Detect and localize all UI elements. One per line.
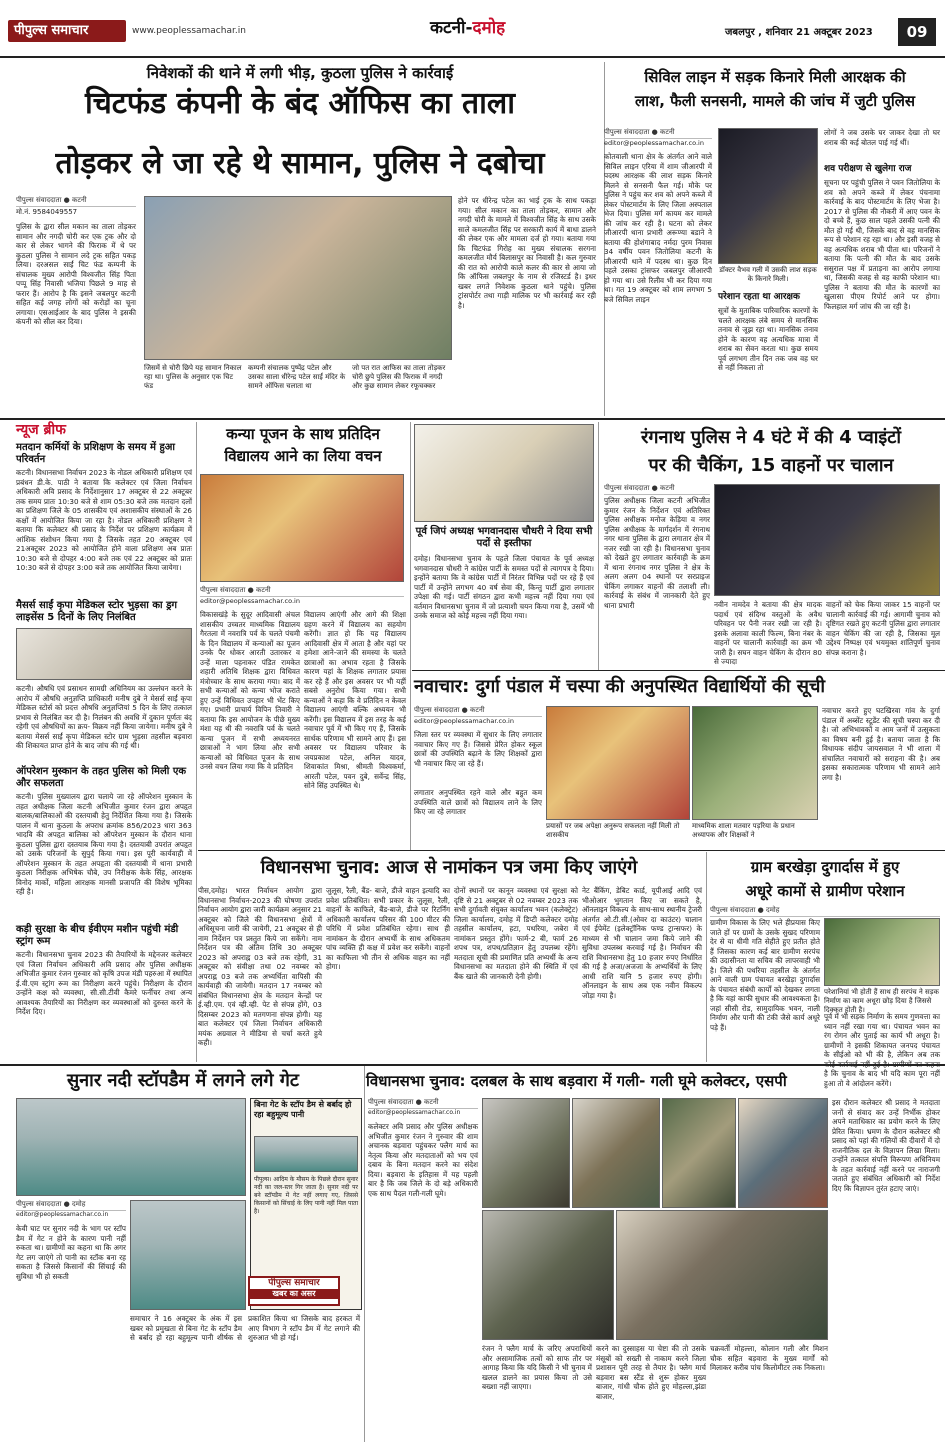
civil-body-col1: कोतवाली थाना क्षेत्र के अंतर्गत आने वाले सिविल लाइन एरिया में शाम जीआरपी में पदस्थ आरक्षक की लाश सड़क किनारे मिलने से सनसनी फैल गई। मौके पर पुलिस ने पहुंच कर शव को अपने कब्जे में लेकर पोस्टमार्टम के लिए जिला अस्पताल भेज दिया। पुलिस मर्ग कायम कर मामले की जांच कर रही है। घटना को लेकर जीआरपी थाना प्रभारी अरूण्या बडाने ने बताया की होशंगाबाद नर्मदा पुरम निवास 34 वर्षीय पवन जितोलिया कटनी के जीआरपी थाने में पदस्थ था। कुछ दिन पहले उसका ट्रांसफर जबलपुर जीआरपी हो गया था। उसे रिलीव भी कर दिया गया था। गत 19 अक्टूबर को शाम लगभग 5 बजे सिविल लाइन xyxy=(604,152,712,304)
rangnath-headline-1: रंगनाथ पुलिस ने 4 घंटे में की 4 प्वाइंटों xyxy=(640,427,901,448)
dalbal-byline: पीपुल्स संवाददाता ● कटनी xyxy=(368,1098,478,1109)
durga-headline xyxy=(414,674,942,700)
brief-3-text: कटनी। पुलिस मुख्यालय द्वारा चलाये जा रहे ऑपरेशन मुस्कान के तहत अधीक्षक जिला कटनी अभिजीत कुमार रंजन द्वारा अपहृत बालक/बालिकाओं की दस्तयाबी हेतु निर्देशित किया गया है। जिसके पालन में थाना कुठला के अपराध क्रमांक 856/2023 धारा 363 भादवि की अपहृत बालिका को ऑपरेशन मुस्कान के दौरान थाना कुठला पुलिस द्वारा दस्तयाब किया गया है। दस्तयाबी उपरांत अपहृत को उसके परिजनों के सुपुर्द किया गया। इस पूरी कार्यवाही में ऑपरेशन मुस्कान के तहत अपहृता की दस्तयाबी में थाना प्रभारी कुठला निरीक्षक अभिषेक चौबे, उप निरीक्षक केके सिंह, आरक्षक विनोद मार्को, महिला आरक्षक मानसी प्रजापति की विशेष भूमिका रही है। xyxy=(16,792,192,896)
brief-2-text: कटनी। औषधि एवं प्रसाधन सामग्री अधिनियम का उल्लंघन करने के आरोप में औषधि अनुज्ञप्ति प्राधिकारी मनीष दुबे ने मेसर्स साईं कृपा मेडिकल स्टोर्स को प्रदत्त औषधि अनुज्ञप्तियां 5 दिन के लिए तत्काल प्रभाव से निलंबित कर दी है। निलंबन की अवधि में दुकान पूर्णतः बंद रहेगी एवं औषधियों का क्रय- विक्रय नहीं किया जायेगा। मनीष दुबे ने बताया मेसर्स साईं कृपा मेडिकल स्टोर ग्राम भुड़सा तहसील बड़वारा की शिकायत प्राप्त होने के बाद जांच की गई थी। xyxy=(16,684,192,750)
civil-top-text: लोगों ने जब उसके घर जाकर देखा तो घर शराब की कई बोतल पाई गई थीं। xyxy=(824,128,940,147)
dalbal-photo-6 xyxy=(616,1210,828,1340)
nomination-body-col4: नेट बैंकिंग, डेबिट कार्ड, यूपीआई आदि एवं भीओआर भुगतान किए जा सकते है, ऑनलाइन विकल्प के साथ-साथ स्थानीय ट्रेजरी अंतर्गत ओ.टी.सी.(ओवर दा काउंटर) चालान एवं ईपेमेंट (इलेक्ट्रॉनिक फण्ड ट्रान्सफर) के माध्यम से भी चालान जमा किये जाने की सुविधा उपलब्ध करवाई गई है। निर्वाचन की राशि विधानसभा हेतु 10 हजार रुपए निर्धारित की गई है अजा/अजजा के अभ्यर्थियों के लिए आधी राशि यानि 5 हजार रुपए होगी। ऑनलाइन के साथ अब एक नवीन विकल्प जोड़ा गया है। xyxy=(582,886,702,1000)
horizontal-rule xyxy=(0,1064,945,1066)
dalbal-photo-2 xyxy=(572,1098,660,1208)
sunar-headline: सुनार नदी स्टॉपडैम में लगने लगे गेट xyxy=(67,1070,299,1091)
dalbal-photo-5 xyxy=(482,1210,614,1340)
chaudhary-photo xyxy=(414,424,594,522)
website-url: www.peoplessamachar.in xyxy=(132,26,246,36)
lead-caption-3: जो पत रात आफिस का ताला तोड़कर चोरी छुपे पुलिस की फिराक में नगदी और कुछ सामान लेकर रफूचक्कर xyxy=(352,364,446,390)
gram-body-col2: पूर्व में भी सड़क निर्माण के समय गुणवत्ता का ध्यान नहीं रखा गया था। पंचायत भवन का रंग रोगन और पुताई का कार्य भी अधूरा है। ग्रामीणों ने इसकी शिकायत जनपद पंचायत के सीईओ को भी की है, लेकिन अब तक है कि चुनाव के बाद भी यदि काम पूरा नहीं हुआ तो वे आंदोलन करेंगे। xyxy=(824,1012,940,1088)
kanya-body-col1: विकासखंड़े के सुदूर आदिवासी अंचल शासकीय उच्चतर माध्यमिक विद्यालय गैरतला में नवरात्रि पर्व के चलते पंचमी के दिन विद्यालय में कन्याओं का पूजन उनके पैर धोकर आरती उतारकर व उन्हें माला पहनाकर पंडित रामकेत शहारी अतिथि शिक्षक द्वारा विधिवत मंत्रोच्चार के साथ कराया गया। बाद में सभी कन्याओं को कन्या भोज कराते हुए उन्हें विधिवत उपहार भी भेंट किए गए। प्रभारी प्राचार्य विपिन तिवारी ने बताया कि इस आयोजन के पीछे मुख्य मंशा यह थी की नवरात्रि पर्व के चलते कन्या पूजन में सभी अध्ययनरत छात्राओं ने भाग लिया और सभी कन्याओं को विधिवत पूजन के साथ उनसे वचन लिया गया कि वे प्रतिदिन xyxy=(200,610,300,771)
dalbal-photo-4 xyxy=(738,1098,828,1208)
dalbal-body-col3: करने का दुस्साहस या चेष्टा की तो उसके मंसूबों को सख्ती से नाकाम करने जिला प्रशासन पूरी तरह से तैयार है। फ्लैग मार्च बड़वारा बस स्टैंड से शुरू होकर मुख्य बाजार, गांधी चौक होते हुए मोहल्ला,झंडा बाजार, xyxy=(596,1344,706,1401)
durga-email: editor@peoplessamachar.co.in xyxy=(414,717,514,725)
sunar-photo-stopdam xyxy=(16,1098,246,1196)
newsbrief-title: न्यूज ब्रीफ xyxy=(16,422,66,438)
lead-caption-1: जिसमें से चोरी छिपे यह सामान निकाल रहा था। पुलिस के अनुसार एक चिट फंड xyxy=(144,364,242,390)
civil-subhead-2: शव परीक्षण से खुलेगा राज xyxy=(824,164,912,174)
kanya-headline-1: कन्या पूजन के साथ प्रतिदिन xyxy=(226,425,380,443)
durga-photo-caption-1: प्रयासों पर जब अपेक्षा अनुरूप सफलता नहीं मिली तो शासकीय xyxy=(546,822,680,839)
sunar-body-col1: केवी घाट पर सुनार नदी के भाग पर स्टॉप डैम में गेट न होने के कारण पानी नहीं रुकता था। ग्रामीणों का कहना था कि अगर गेट लग जाएंगे तो पानी का स्टॉक बना रह सकता है जिससे किसानों की सिंचाई की सुविधा भी हो सकती xyxy=(16,1224,126,1281)
column-divider xyxy=(410,422,411,850)
gram-headline-2: अधूरे कामों से ग्रामीण परेशान xyxy=(745,882,905,900)
brief-1-heading: मतदान कर्मियों के प्रशिक्षण के समय में हुआ परिवर्तन xyxy=(16,442,176,465)
dalbal-body-col5: इस दौरान कलेक्टर श्री प्रसाद ने मतदाता जनों से संवाद कर उन्हें निर्भीक होकर अपने मताधिकार का प्रयोग करने के लिए प्रेरित किया। भ्रमण के दौरान कलेक्टर श्री प्रसाद को पहां की गलियों की दीवारों में दो राजनीतिक दल के विज्ञापन लिखा मिला। उन्होंने तत्काल संपत्ति विरूपण अधिनियम के तहत कार्रवाई नहीं करने पर नाराजगी जताते हुए संबंधित अधिकारी को निर्देश दिए कि विज्ञापन तुरंत हटाए जाएं। xyxy=(832,1098,940,1193)
sunar-photo-gate xyxy=(130,1200,246,1310)
rangnath-body-col3: वाहनों को चेक किया जाकर 15 वाहनों पर चालानी कार्रवाई की गई। आगामी चुनाव को दृष्टिगत रखते हुए कटनी पुलिस द्वारा लगातार वाहन चेकिंग की जा रही है, जिसका मूल उद्देश्य निष्पक्ष एवं भयमुक्त शांतिपूर्ण चुनाव संपन्न कराना है। xyxy=(826,600,940,657)
civil-body-col3: सूचना पर पहुंची पुलिस ने पवन जितोलिया के शव को अपने कब्जे में लेकर पंचनामा कार्रवाई के बाद पोस्टमार्टम के लिए भेजा है। 2017 से पुलिस की नौकरी में आए पवन के दो बच्चे हैं, कुछ साल पहले उसकी पत्नी की मौत हो गई थी, जिसके बाद से वह मानसिक रूप से परेशान रह रहा था। और इसी वजह से वह अत्यधिक शराब भी पीता था। परिजनों ने बताया कि पत्नी की मौत के बाद उसके ससुराल पक्ष में प्रताड़ना का आरोप लगाया था, जिसकी वजह से वह काफी परेशान था। पुलिस ने बताया की मौत के कारणों का खुलासा पीएम रिपोर्ट आने पर होगा। फिलहाल मर्ग जांच की जा रही है। xyxy=(824,178,940,311)
dalbal-body-col2: रंजन ने फ्लैग मार्च के जरिए अपराधियों और असामाजिक तत्वों को साफ तौर पर आगाह किया कि यदि किसी ने भी चुनाव में खलल डालने का प्रयास किया तो उसे बख्शा नहीं जाएगा। xyxy=(482,1344,592,1391)
section-title-b: दमोह xyxy=(472,18,506,38)
dalbal-photo-1 xyxy=(482,1098,570,1208)
nomination-body-col3: दोनों स्थानों पर कानून व्यवस्था एवं सुरक्षा को दृष्टि से 21 अक्टूबर से 02 नवम्बर 2023 तक सभी दुर्गावती संयुक्त कार्यालय भवन (कलेक्ट्रेट) जिला कार्यालय, दमोह में डिप्टी कलेक्टर दमोह तहसील कार्यालय, हटा, पथरिया, जबेरा में नामांकन प्रस्तुत होंगे। फार्म-2 बी, फार्म 26 शपथ पत्र, शपथ/प्रतिज्ञान हेतु उपलब्ध रहेंगे। मतदाता सूची की प्रमाणित प्रति अभ्यर्थी के अन्य विधानसभा का मतदाता होने की स्थिति में एवं बैंक खाते की जानकारी देनी होगी। xyxy=(454,886,578,981)
civil-headline-1: सिविल लाइन में सड़क किनारे मिली आरक्षक की xyxy=(644,68,906,86)
gram-byline: पीपुल्स संवाददाता ● दमोह xyxy=(710,906,940,917)
chaudhary-caption-heading: पूर्व जिपं अध्यक्ष भगवानदास चौधरी ने दिया सभी पदों से इस्तीफा xyxy=(415,526,593,549)
sunar-inset-headline: बिना गेट के स्टॉप डैम से बर्बाद हो रहा बहुमूल्य पानी xyxy=(254,1100,352,1119)
newspaper-logo: पीपुल्स समाचार xyxy=(8,20,126,42)
column-divider xyxy=(196,422,197,1062)
brief-4-text: कटनी। विधानसभा चुनाव 2023 की तैयारियों के मद्देनजर कलेक्टर एवं जिला निर्वाचन अधिकारी अवि प्रसाद और पुलिस अधीक्षक अभिजीत कुमार रंजन गुरुवार को कृषि उपज मंडी पहरुआ में स्थापित ई.वी.एम स्ट्रांग रूम का निरीक्षण करने पहुंचे। निरीक्षण के दौरान उन्होंने कक्ष को व्यवस्था, सी.सी.टीवी कैमरे फर्नीचर तथा अन्य आवश्यक तैयारियों का निरीक्षण कर व्यवस्थाओं को दुरुस्त करने के निर्देश दिए। xyxy=(16,950,192,1016)
civil-email: editor@peoplessamachar.co.in xyxy=(604,139,704,147)
durga-photo-students xyxy=(546,706,690,820)
nomination-body-col1: पीस,दमोह। भारत निर्वाचन आयोग द्वारा विधानसभा निर्वाचन-2023 की घोषणा उपरांत निर्वाचन आयोग द्वारा जारी कार्यक्रम अनुसार 21 अक्टूबर को जिले की विधानसभा क्षेत्रों में अधिसूचना जारी की जायेगी, 21 अक्टूबर से ही नाम निर्देशन पत्र प्रस्तुत किये जा सकेंगे। नाम निर्देशन पत्र की अंतिम तिथि 30 अक्टूबर 2023 को अपराह्न 03 बजे तक रहेगी, 31 अक्टूबर को संवीक्षा तथा 02 नवम्बर को अपराह्न 03 बजे तक अभ्यर्थिता वापिसी की कार्यवाही की जायेगी। मतदान 17 नवम्बर को संबंधित विधानसभा क्षेत्र के मतदान केन्द्रों पर ई.व्ही.एम. एवं व्ही.व्ही. पेट से संपन्न होंगे, 03 दिसम्बर 2023 को मतगणना संपन्न होगी। यह बात कलेक्टर एवं जिला निर्वाचन अधिकारी मयंक अग्रवाल ने मीडिया से चर्चा करते हुये कही। xyxy=(198,886,322,1047)
rangnath-body-col2: नवीन नामदेव ने बताया की क्षेत्र मादक पदार्थ एवं संदिग्ध वस्तुओं के अवैध परिवहन पर पैनी नजर रखी जा रही है। इसके अलावा काली फिल्म, बिना नंबर के वाहनों पर चालानी कार्रवाही का क्रम भी जारी है। सघन वाहन चेकिंग के दौरान 80 से ज्यादा xyxy=(714,600,822,666)
gram-photo-caption: परेशानियां भी होती हैं साथ ही सरपंच ने सड़क निर्माण का काम अधूरा छोड़ दिया है जिससे दिक्कत होती है। xyxy=(824,988,939,1014)
brief-3-heading: ऑपरेशन मुस्कान के तहत पुलिस को मिली एक और सफलता xyxy=(16,766,187,789)
kanya-headline-2: विद्यालय आने का लिया वचन xyxy=(224,447,382,465)
column-divider xyxy=(706,852,707,1062)
lead-body-col1: पुलिस के द्वारा सील मकान का ताला तोड़कर सामान और नगदी चोरी कर एक ट्रक और दो कार से लेकर भागने की फिराक में थे पर कुठला पुलिस ने सामान लदे ट्रक सहित पकड़ लिया। दरअसल साईं चिट फंड कम्पनी के संचालक मुख्य आरोपी विश्वजीत सिंह पिता पप्पू सिंह निवासी भजिया पिछले 9 माह से फरार हैं। आरोप है कि इसने जबलपुर कटनी सहित कई जगह लोगों को करोड़ों का चूना लगाया। एसआईआर के बाद पुलिस ने इसकी कंपनी को सील कर दिया। xyxy=(16,222,136,326)
dalbal-email: editor@peoplessamachar.co.in xyxy=(368,1109,461,1116)
column-divider xyxy=(598,422,599,670)
chaudhary-text: दमोह। विधानसभा चुनाव के पहले जिला पंचायत के पूर्व अध्यक्ष भगवानदास चौधरी ने कांग्रेस पार्टी के समस्त पदों से त्यागपत्र दे दिया। इन्होंने बताया कि वे कांग्रेस पार्टी में निरंतर विभिन्न पदों पर रहे हैं एवं पार्टी में उन्होंने लगभग 40 वर्ष सेवा की, किन्तु पार्टी द्वारा लगातार उपेक्षा की गई। पार्टी संगठन द्वारा कभी महत्त्व नहीं दिया गया एवं वर्तमान विधानसभा चुनाव में जो प्रत्याशी चयन किया गया है, उसमें भी उनके समाज को कोई महत्त्व नहीं दिया गया। xyxy=(414,554,594,620)
brief-2-photo xyxy=(16,628,192,680)
horizontal-rule xyxy=(412,670,945,671)
nomination-body-col2: जुलूस, रैली, बैंड- बाजे, डीजे वाहन इत्यादि का प्रवेश प्रतिबंधित। सभी प्रकार के जुलूस, रैली, वाहनों के काफिले, बैंड-बाजे, डीजे पर रिटर्निंग अधिकारी कार्यालय परिसर की 100 मीटर की परिधि में प्रवेश प्रतिबंधित रहेगा। साथ ही नामांकन के दौरान अभ्यर्थी के साथ अधिकतम पांच व्यक्ति ही कक्ष में प्रवेश कर सकेंगे। वाहनों का काफिला भी तीन से अधिक वाहन का नहीं होगा। xyxy=(326,886,450,971)
lead-mobile: मो.नं. 9584049557 xyxy=(16,208,78,216)
brief-4-heading: कड़ी सुरक्षा के बीच ईवीएम मशीन पहुंची मंडी स्ट्रांग रूम xyxy=(16,924,179,947)
durga-body-col3: नवाचार करते हुए घटखिरवा गांव के दुर्गा पंडाल में अब्सेंट स्टूडेंट की सूची चस्पा कर दी है। जो अभिभावकों व आम जनों में उत्सुकता का विषय बनी हुई है। बताया जाता है कि विधायक संदीप जायसवाल ने भी शाला में संचालित नवाचारों को सराहना की है। अब इसका सकारात्मक परिणाम भी सामने आने लगा है। xyxy=(822,706,940,782)
civil-photo-caption: डॉक्टर वैभव गली में उसकी लाश सड़क के किनारे मिली। xyxy=(719,266,817,283)
page-number: 09 xyxy=(898,18,936,46)
durga-body-col1: जिला स्तर पर व्यवस्था में सुधार के लिए लगातार नवाचार किए गए हैं। जिससे प्रेरित होकर स्कूल छात्रों की उपस्थिति बढ़ाने के लिए शिक्षकों द्वारा भी नवाचार किए जा रहे हैं। xyxy=(414,730,542,768)
kanya-byline: पीपुल्स संवाददाता ● कटनी xyxy=(200,586,404,597)
brief-1-text: कटनी। विधानसभा निर्वाचन 2023 के नोडल अधिकारी प्रशिक्षण एवं प्रबंधन डी.के. पाठी ने बताया कि कलेक्टर एवं जिला निर्वाचन अधिकारी अवि प्रसाद के निर्देशानुसार 17 अक्टूबर से 22 अक्टूबर तक समय प्रातः 10:30 बजे से शाम 05:30 बजे तक मतदान दलों का प्रशिक्षण जिले के 05 शासकीय एवं अशासकीय संस्थाओं के 26 कक्षों में आयोजित किया जा रहा है। नोडल अधिकारी प्रशिक्षण ने बताया कि कलेक्टर श्री प्रसाद के निर्देश पर प्रशिक्षण कार्यक्रम में आंशिक संशोधन किया गया है जिसके तहत 20 अक्टूबर एवं 21अक्टूबर 2023 को आयोजित होने वाला प्रशिक्षण अब प्रातः 10:30 बजे से दोपहर 4:00 बजे तक एवं 22 अक्टूबर को प्रातः 10:30 बजे से दोपहर 3:00 बजे तक आयोजित किया जायेगा। xyxy=(16,468,192,572)
lead-body-col3: होने पर धीरेन्द्र पटेल का भाई ट्रक के साथ पकड़ा गया। सील मकान का ताला तोड़कर, सामान और नगदी चोरी के मामले में विश्वजीत सिंह के साथ उसके साले कमलजीत सिंह पर सरकारी कार्य में बाधा डालने की लेकर एक और मामला दर्ज हो गया। बताया गया कि चिटफंड गिरोह का मुख्य संचालक सरगना कमलजीत मौर्य बिलासपुर का निवासी है। कल गुरुवार की रात को आरोपी काले कलर की कार से आया जो कि ऑफिस जबलपुर के नाम से रजिस्टर्ड है। इधर खबर लगते निवेशक कुठला थाने पहुंचे। पुलिस ट्रांसपोर्टर तथा गाड़ी मालिक पर भी कार्रवाई कर रही है। xyxy=(458,196,596,310)
sunar-inset-photo xyxy=(254,1136,358,1172)
civil-byline: पीपुल्स संवाददाता ● कटनी xyxy=(604,128,712,139)
durga-body-col2: लगातार अनुपस्थित रहने वाले और बहुत कम उपस्थिति वाले छात्रों को विद्यालय लाने के लिए किए जा रहे लगातार xyxy=(414,788,542,816)
sunar-byline: पीपुल्स संवाददाता ● दमोह xyxy=(16,1200,126,1211)
dalbal-headline: विधानसभा चुनाव: दलबल के साथ बड़वारा में गली- गली घूमे कलेक्टर, एसपी xyxy=(366,1072,787,1090)
column-divider xyxy=(364,1066,365,1442)
dalbal-photo-3 xyxy=(662,1098,736,1208)
civil-photo-constable xyxy=(718,128,818,264)
gram-photo-village xyxy=(824,918,940,986)
durga-headline-tag: नवाचार: xyxy=(414,676,470,697)
durga-headline-text: दुर्गा पंडाल में चस्पा की अनुपस्थित विद्यार्थियों की सूची xyxy=(469,676,826,697)
kanya-body-col2: विद्यालय आएंगी और आगे की शिक्षा ग्रहण करने में विद्यालय का सहयोग करेंगी। ज्ञात हो कि यह विद्यालय आदिवासी क्षेत्र में आता है और यहां पर हमेशा आने-जाने की समस्या के चलते छात्राओं का अभाव रहता है जिसके कारण यहां के शिक्षक लगातार प्रयास कर रहे हैं और इस अवसर पर भी यहीं सबसे अनुरोध किया गया। सभी कन्याओं ने कहा कि वे प्रतिदिन न केवल विद्यालय आएंगी बल्कि अध्ययन भी करेंगी। इस विद्यालय में इस तरह के कई नवाचार पूर्व में भी किए गए हैं, जिसके सार्थक परिणाम भी सामने आए हैं। इस अवसर पर विद्यालय परिवार के जयप्रकाश पटेल, अनिल यादव, शिवाकांत मिश्रा, श्रीमती विश्वकर्मा, आरती पटेल, पवन दुबे, सर्वेन्द्र सिंह, सोने सिंह उपस्थित थे। xyxy=(304,610,406,790)
durga-photo-caption-2: माध्यमिक शाला मतवार पड़रिया के प्रधान अध्यापक और शिक्षकों ने xyxy=(692,822,795,839)
gram-body-col1: ग्रामीण विकास के लिए भले हीप्रयास किए जाते हों पर ग्रामों के उसके सुखद परिणाम देर से या धीमी गति सेहीते हुए प्रतीत होते हैं जिसका कारण कई बार ग्रामीण सरपंच की उदासीनता या सचिव की लापरवाही भी है। जिले की पथरिया तहसील के अंतर्गत आने वाली ग्राम पंचायत बरखेड़ा दुगार्दास के पंचायत संबंधी कार्यों को देखकर लगता है कि यहां काफी सुधार की आवश्यकता है। जहां सीसी रोड, सामुदायिक भवन, नाली निर्माण और पानी की टंकी जैसे कार्य अधूरे पड़े हैं। xyxy=(710,918,820,1032)
impact-stamp xyxy=(248,1276,340,1306)
section-title-a: कटनी- xyxy=(430,18,473,38)
durga-photo-teachers xyxy=(692,706,818,820)
lead-headline-1: चिटफंड कंपनी के बंद ऑफिस का ताला xyxy=(84,86,516,121)
rangnath-body-col1: पुलिस अधीक्षक जिला कटनी अभिजीत कुमार रंजन के निर्देशन एवं अतिरिक्त पुलिस अधीक्षक मनोज केड़िया व नगर पुलिस अधीक्षक के मार्गदर्शन में रंगनाथ नगर थाना पुलिस के द्वारा लगातार क्षेत्र में नजर रखी जा रही है। विधानसभा चुनाव को देखते हुए लगातार कार्रवाही के क्रम में थाना रंगनाथ नगर पुलिस ने क्षेत्र के अलग अलग 04 स्थानों पर सरप्राइज चेकिंग लगाकर वाहनों की तलाशी ली। कार्रवाई के संबंध में जानकारी देते हुए थाना प्रभारी xyxy=(604,496,710,610)
civil-subhead-1: परेशान रहता था आरक्षक xyxy=(718,292,800,302)
lead-kicker: निवेशकों की थाने में लगी भीड़, कुठला पुलिस ने कार्रवाई xyxy=(146,64,454,82)
dalbal-body-col4: चक्रवर्ती मोहल्ला, कोलान गली और मिशन चौक सहित बड़वारा के मुख्य मार्गों को मिलाकर करीब पांच किलोमीटर तक निकला। xyxy=(710,1344,828,1372)
rangnath-byline: पीपुल्स संवाददाता ● कटनी xyxy=(604,484,710,495)
gram-headline-1: ग्राम बरखेड़ा दुगार्दास में हुए xyxy=(750,858,900,876)
lead-caption-2: कम्पनी संचालक पुष्पेंद्र पटेल और उसका साला धीरेन्द्र पटेल साईं मंदिर के सामने ऑफिस चलाता था xyxy=(248,364,346,390)
brief-2-heading: मैसर्स साईं कृपा मेडिकल स्टोर भुड़सा का ड्रग लाइसेंस 5 दिनों के लिए निलंबित xyxy=(16,600,178,623)
dateline: जबलपुर , शनिवार 21 अक्टूबर 2023 xyxy=(725,27,873,38)
lead-byline: पीपुल्स संवाददाता ● कटनी xyxy=(16,196,136,207)
sunar-email: editor@peoplessamachar.co.in xyxy=(16,1211,109,1218)
impact-stamp-label: खबर का असर xyxy=(250,1289,338,1299)
dalbal-body-col1: कलेक्टर अवि प्रसाद और पुलिस अधीक्षक अभिजीत कुमार रंजन ने गुरुवार की शाम अचानक बड़वारा पहुंचकर फ्लैग मार्च का नेतृत्व किया और मतदाताओं को भय एवं दबाव के बिना मतदान करने का संदेश दिया। बड़वारा के इतिहास में यह पहली बार है कि जब जिले के दो बड़े अधिकारी एक साथ पैदल गली-गली घूमे। xyxy=(368,1122,478,1198)
civil-body-col2: सूत्रों के मुताबिक पारिवारिक कारणों के चलते आरक्षक लंबे समय से मानसिक तनाव से जूझ रहा था। मानसिक तनाव होने के कारण वह अत्यधिक मात्रा में शराब का सेवन करता था। कुछ समय पूर्व लगभग तीन दिन तक जब वह घर से नहीं निकला तो xyxy=(718,306,818,372)
durga-byline: पीपुल्स संवाददाता ● कटनी xyxy=(414,706,542,717)
rangnath-headline-2: पर की चैकिंग, 15 वाहनों पर चालान xyxy=(648,455,894,476)
rangnath-photo-checking xyxy=(714,484,940,596)
civil-headline-2: लाश, फैली सनसनी, मामले की जांच में जुटी पुलिस xyxy=(634,92,916,110)
lead-photo-police xyxy=(144,196,452,360)
horizontal-rule xyxy=(198,850,945,851)
section-title xyxy=(430,18,505,39)
horizontal-rule xyxy=(0,418,945,420)
sunar-inset-text: पीपुल्स। आदिम के मौसम के पिछले दौरान सुनार नदी का जल-स्तर गिर जाता है। सुनार नदी पर बने स्टॉपडैम में गेट नहीं लगाए गए, जिससे किसानों को सिंचाई के लिए पानी नहीं मिल पाता है। xyxy=(254,1176,358,1215)
kanya-email: editor@peoplessamachar.co.in xyxy=(200,597,300,605)
lead-headline-2: तोड़कर ले जा रहे थे सामान, पुलिस ने दबोचा xyxy=(55,146,545,181)
kanya-photo-girls xyxy=(200,474,404,582)
nomination-headline: विधानसभा चुनाव: आज से नामांकन पत्र जमा किए जाएंगे xyxy=(260,857,638,878)
impact-stamp-logo: पीपुल्स समाचार xyxy=(268,1278,320,1288)
sunar-body-col2: समाचार ने 16 अक्टूबर के अंक में इस खबर को प्रमुखता से बिना गेट के स्टॉप डैम से बर्बाद हो रहा बहुमूल्य पानी शीर्षक से प्रकाशित किया था जिसके बाद हरकत में आए विभाग ने स्टॉप डैम में गेट लगाने की शुरुआत भी हो गई। xyxy=(130,1314,360,1342)
